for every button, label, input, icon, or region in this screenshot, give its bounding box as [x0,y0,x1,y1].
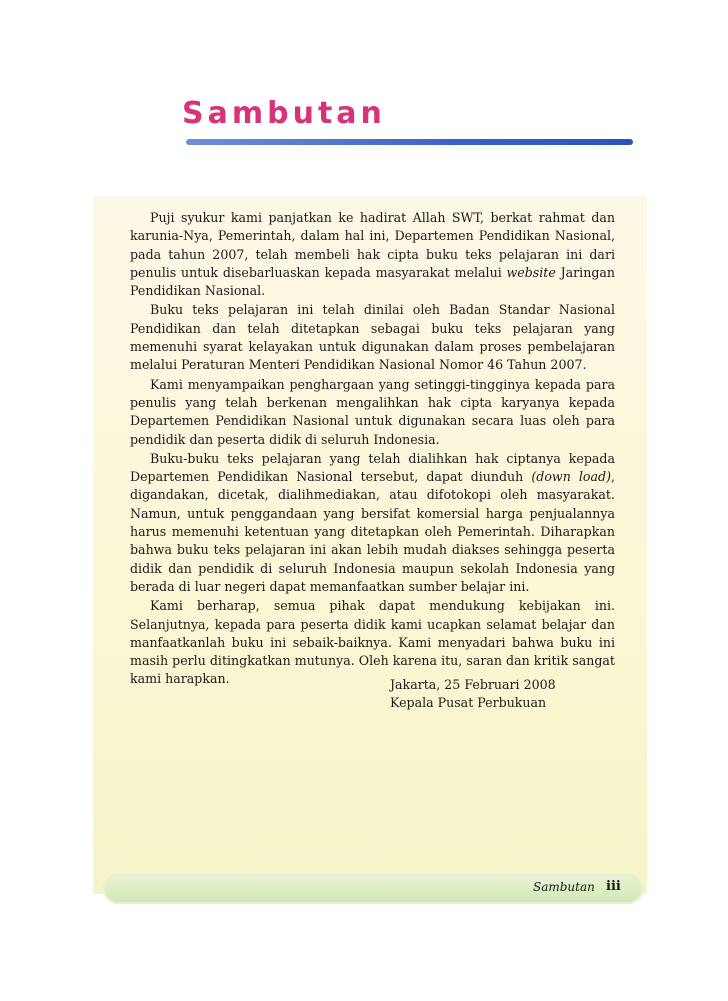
paragraph-4 [130,450,615,596]
paragraph-5: Kami berharap, semua pihak dapat mendukung kebijakan ini. Selanjutnya, kepada para peserta didik kami ucapkan selamat belajar dan manfaatkanlah buku ini sebaik-baiknya. Kami menyadari bahwa buku ini masih perlu ditingkatkan mutunya. Oleh karena itu, saran dan kritik sangat kami harapkan. [130,598,615,687]
paragraph-4-text-b: , digandakan, dicetak, dialihmediakan, atau difotokopi oleh masyarakat. Namun, untuk penggandaan yang bersifat komersial harga penjualannya harus memenuhi ketentuan yang ditetapkan oleh Pemerintah. Diharapkan bahwa buku teks pelajaran ini akan lebih mudah diakses sehingga peserta didik dan pendidik di seluruh Indonesia maupun sekolah Indonesia yang berada di luar negeri dapat memanfaatkan sumber belajar ini. [130,469,616,594]
page-title: Sambutan [182,96,386,131]
paragraph-3: Kami menyampaikan penghargaan yang setinggi-tingginya kepada para penulis yang telah berkenan mengalihkan hak cipta karyanya kepada Departemen Pendidikan Nasional untuk digunakan secara luas oleh para pendidik dan peserta didik di seluruh Indonesia. [130,376,615,447]
signature-place-date: Jakarta, 25 Februari 2008 [390,677,556,692]
signature-block [390,676,556,713]
body-text [130,209,615,689]
page-number: iii [606,879,621,894]
signature-title: Kepala Pusat Perbukuan [390,695,547,711]
paragraph-1 [130,209,615,300]
paragraph-4-text-a: Buku-buku teks pelajaran yang telah dialihkan hak ciptanya kepada Departemen Pendidikan Nasional tersebut, dapat diunduh [130,450,615,485]
paragraph-1-text-b: Jaringan Pendidikan Nasional. [130,264,616,299]
footer-section-label: Sambutan [533,880,595,894]
paragraph-1-emphasis: website [506,264,556,280]
paragraph-4-emphasis: (down load) [531,469,611,485]
title-underline-bar [186,139,633,145]
paragraph-1-text-a: Puji syukur kami panjatkan ke hadirat Allah SWT, berkat rahmat dan karunia-Nya, Pemerintah, dalam hal ini, Departemen Pendidikan Nasional, pada tahun 2007, telah membeli hak cipta buku teks pelajaran ini dari penulis untuk disebarluaskan kepada masyarakat melalui [130,210,615,280]
paragraph-2: Buku teks pelajaran ini telah dinilai oleh Badan Standar Nasional Pendidikan dan telah ditetapkan sebagai buku teks pelajaran yang memenuhi syarat kelayakan untuk digunakan dalam proses pembelajaran melalui Peraturan Menteri Pendidikan Nasional Nomor 46 Tahun 2007. [130,302,615,373]
